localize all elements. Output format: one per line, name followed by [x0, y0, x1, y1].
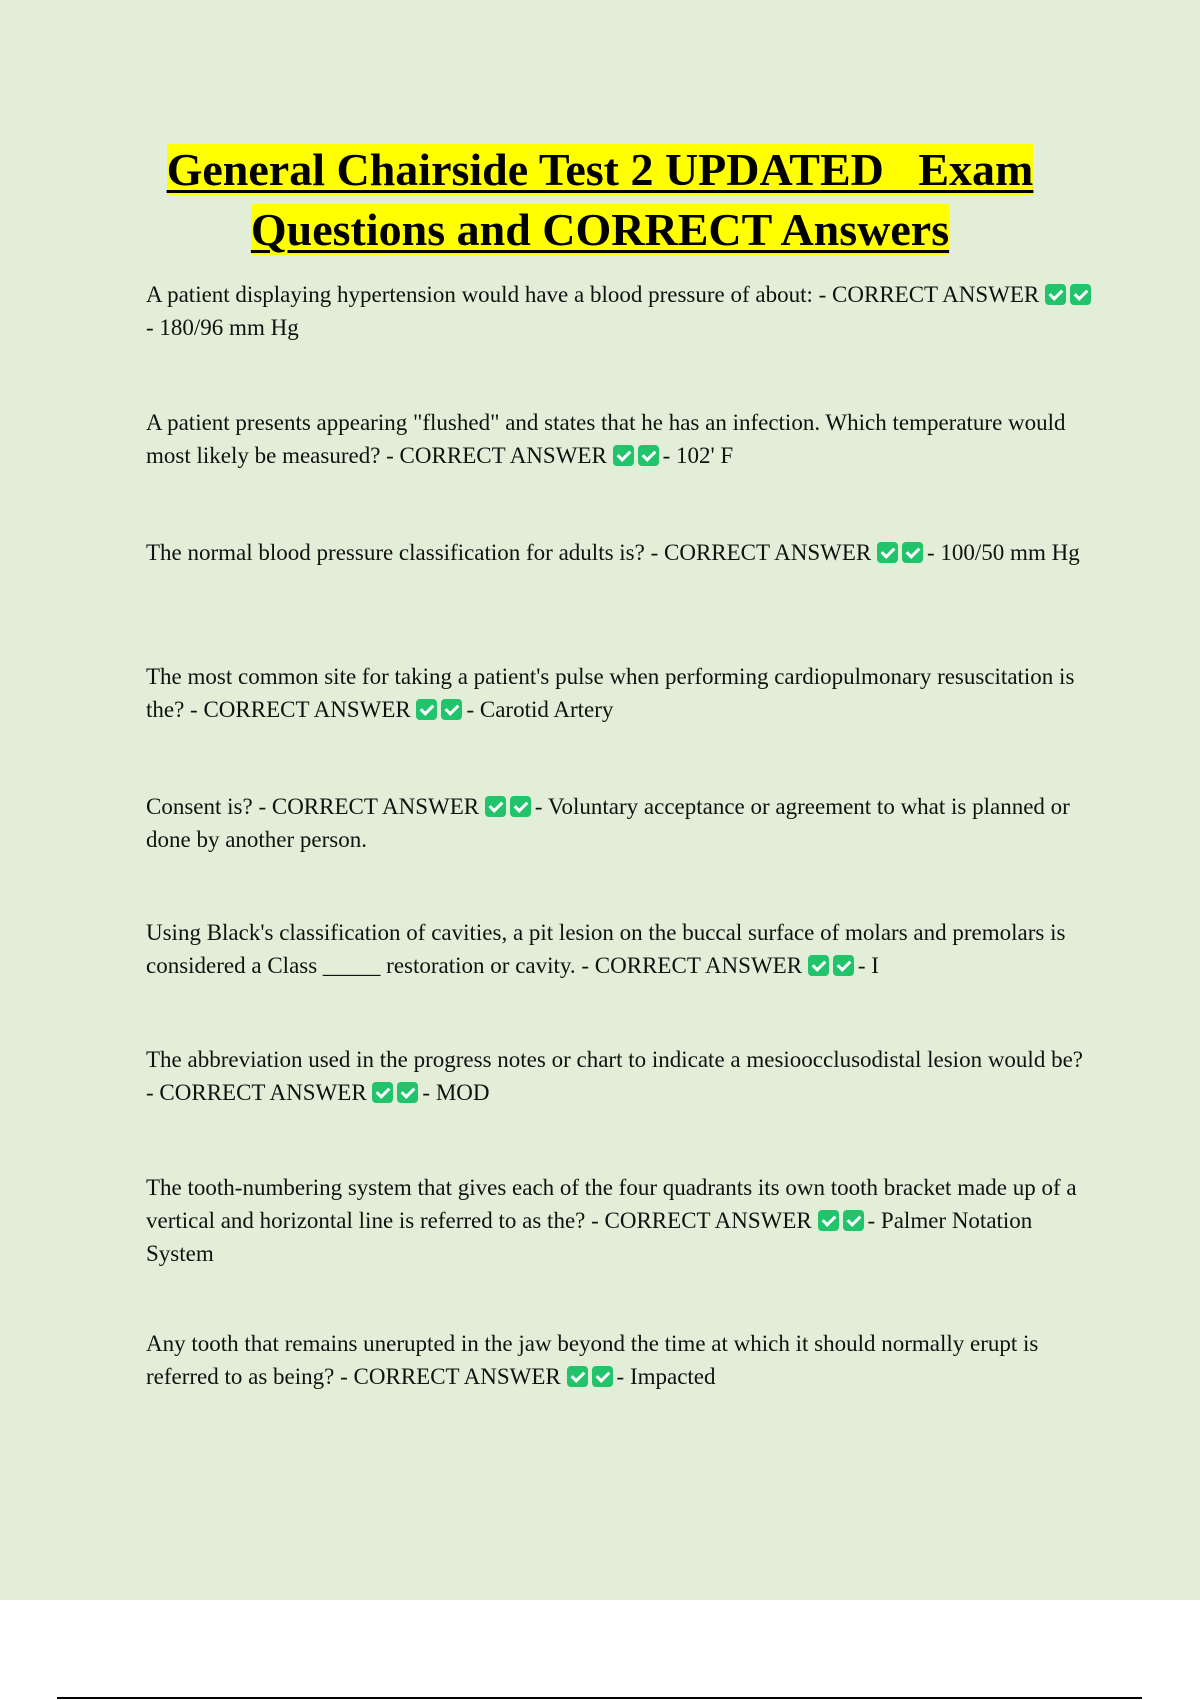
check-mark-icon	[372, 1082, 393, 1103]
qa-item-1	[146, 278, 1096, 344]
qa-item-5	[146, 790, 1096, 856]
answer-text: - MOD	[422, 1080, 490, 1105]
answer-text: - 102' F	[662, 443, 734, 468]
question-text: The abbreviation used in the progress notes or chart to indicate a mesioocclusodistal lesion would be? - CORRECT ANSWER	[146, 1047, 1083, 1105]
check-mark-icon	[485, 796, 506, 817]
qa-item-2	[146, 406, 1096, 472]
qa-item-6	[146, 916, 1096, 982]
check-mark-icon	[877, 542, 898, 563]
qa-item-8	[146, 1171, 1096, 1270]
answer-text: - 180/96 mm Hg	[146, 315, 299, 340]
question-text: Using Black's classification of cavities, a pit lesion on the buccal surface of molars and premolars is considered a Class _____ restoration or cavity. - CORRECT ANSWER	[146, 920, 1066, 978]
answer-text: - Impacted	[616, 1364, 716, 1389]
check-mark-icon	[833, 955, 854, 976]
qa-item-3	[146, 536, 1096, 569]
question-text: Consent is? - CORRECT ANSWER	[146, 794, 480, 819]
check-mark-icon	[808, 955, 829, 976]
question-text: Any tooth that remains unerupted in the jaw beyond the time at which it should normally erupt is referred to as being? - CORRECT ANSWER	[146, 1331, 1039, 1389]
title-line-2: Questions and CORRECT Answers	[250, 204, 950, 255]
check-mark-icon	[441, 699, 462, 720]
check-mark-icon	[1045, 284, 1066, 305]
check-mark-icon	[638, 445, 659, 466]
question-text: The tooth-numbering system that gives each of the four quadrants its own tooth bracket made up of a vertical and horizontal line is referred to as the? - CORRECT ANSWER	[146, 1175, 1077, 1233]
answer-text: - Palmer Notation System	[146, 1208, 1033, 1266]
check-mark-icon	[397, 1082, 418, 1103]
qa-item-9	[146, 1327, 1096, 1393]
qa-item-7	[146, 1043, 1096, 1109]
title-line-1: General Chairside Test 2 UPDATED Exam	[166, 144, 1034, 195]
check-mark-icon	[843, 1210, 864, 1231]
question-text: A patient presents appearing "flushed" and states that he has an infection. Which temperature would most likely be measured? - CORRECT ANSWER	[146, 410, 1066, 468]
answer-text: - 100/50 mm Hg	[927, 540, 1080, 565]
qa-item-4	[146, 660, 1096, 726]
check-mark-icon	[1070, 284, 1091, 305]
question-text: The most common site for taking a patient's pulse when performing cardiopulmonary resuscitation is the? - CORRECT ANSWER	[146, 664, 1075, 722]
question-text: A patient displaying hypertension would have a blood pressure of about: - CORRECT ANSWER	[146, 282, 1040, 307]
check-mark-icon	[613, 445, 634, 466]
answer-text: - I	[857, 953, 879, 978]
check-mark-icon	[902, 542, 923, 563]
question-text: The normal blood pressure classification for adults is? - CORRECT ANSWER	[146, 540, 872, 565]
answer-text: - Voluntary acceptance or agreement to what is planned or done by another person.	[146, 794, 1070, 852]
check-mark-icon	[592, 1366, 613, 1387]
document-title	[100, 140, 1100, 260]
check-mark-icon	[818, 1210, 839, 1231]
footer-divider	[57, 1697, 1142, 1699]
check-mark-icon	[567, 1366, 588, 1387]
check-mark-icon	[416, 699, 437, 720]
answer-text: - Carotid Artery	[466, 697, 614, 722]
check-mark-icon	[510, 796, 531, 817]
